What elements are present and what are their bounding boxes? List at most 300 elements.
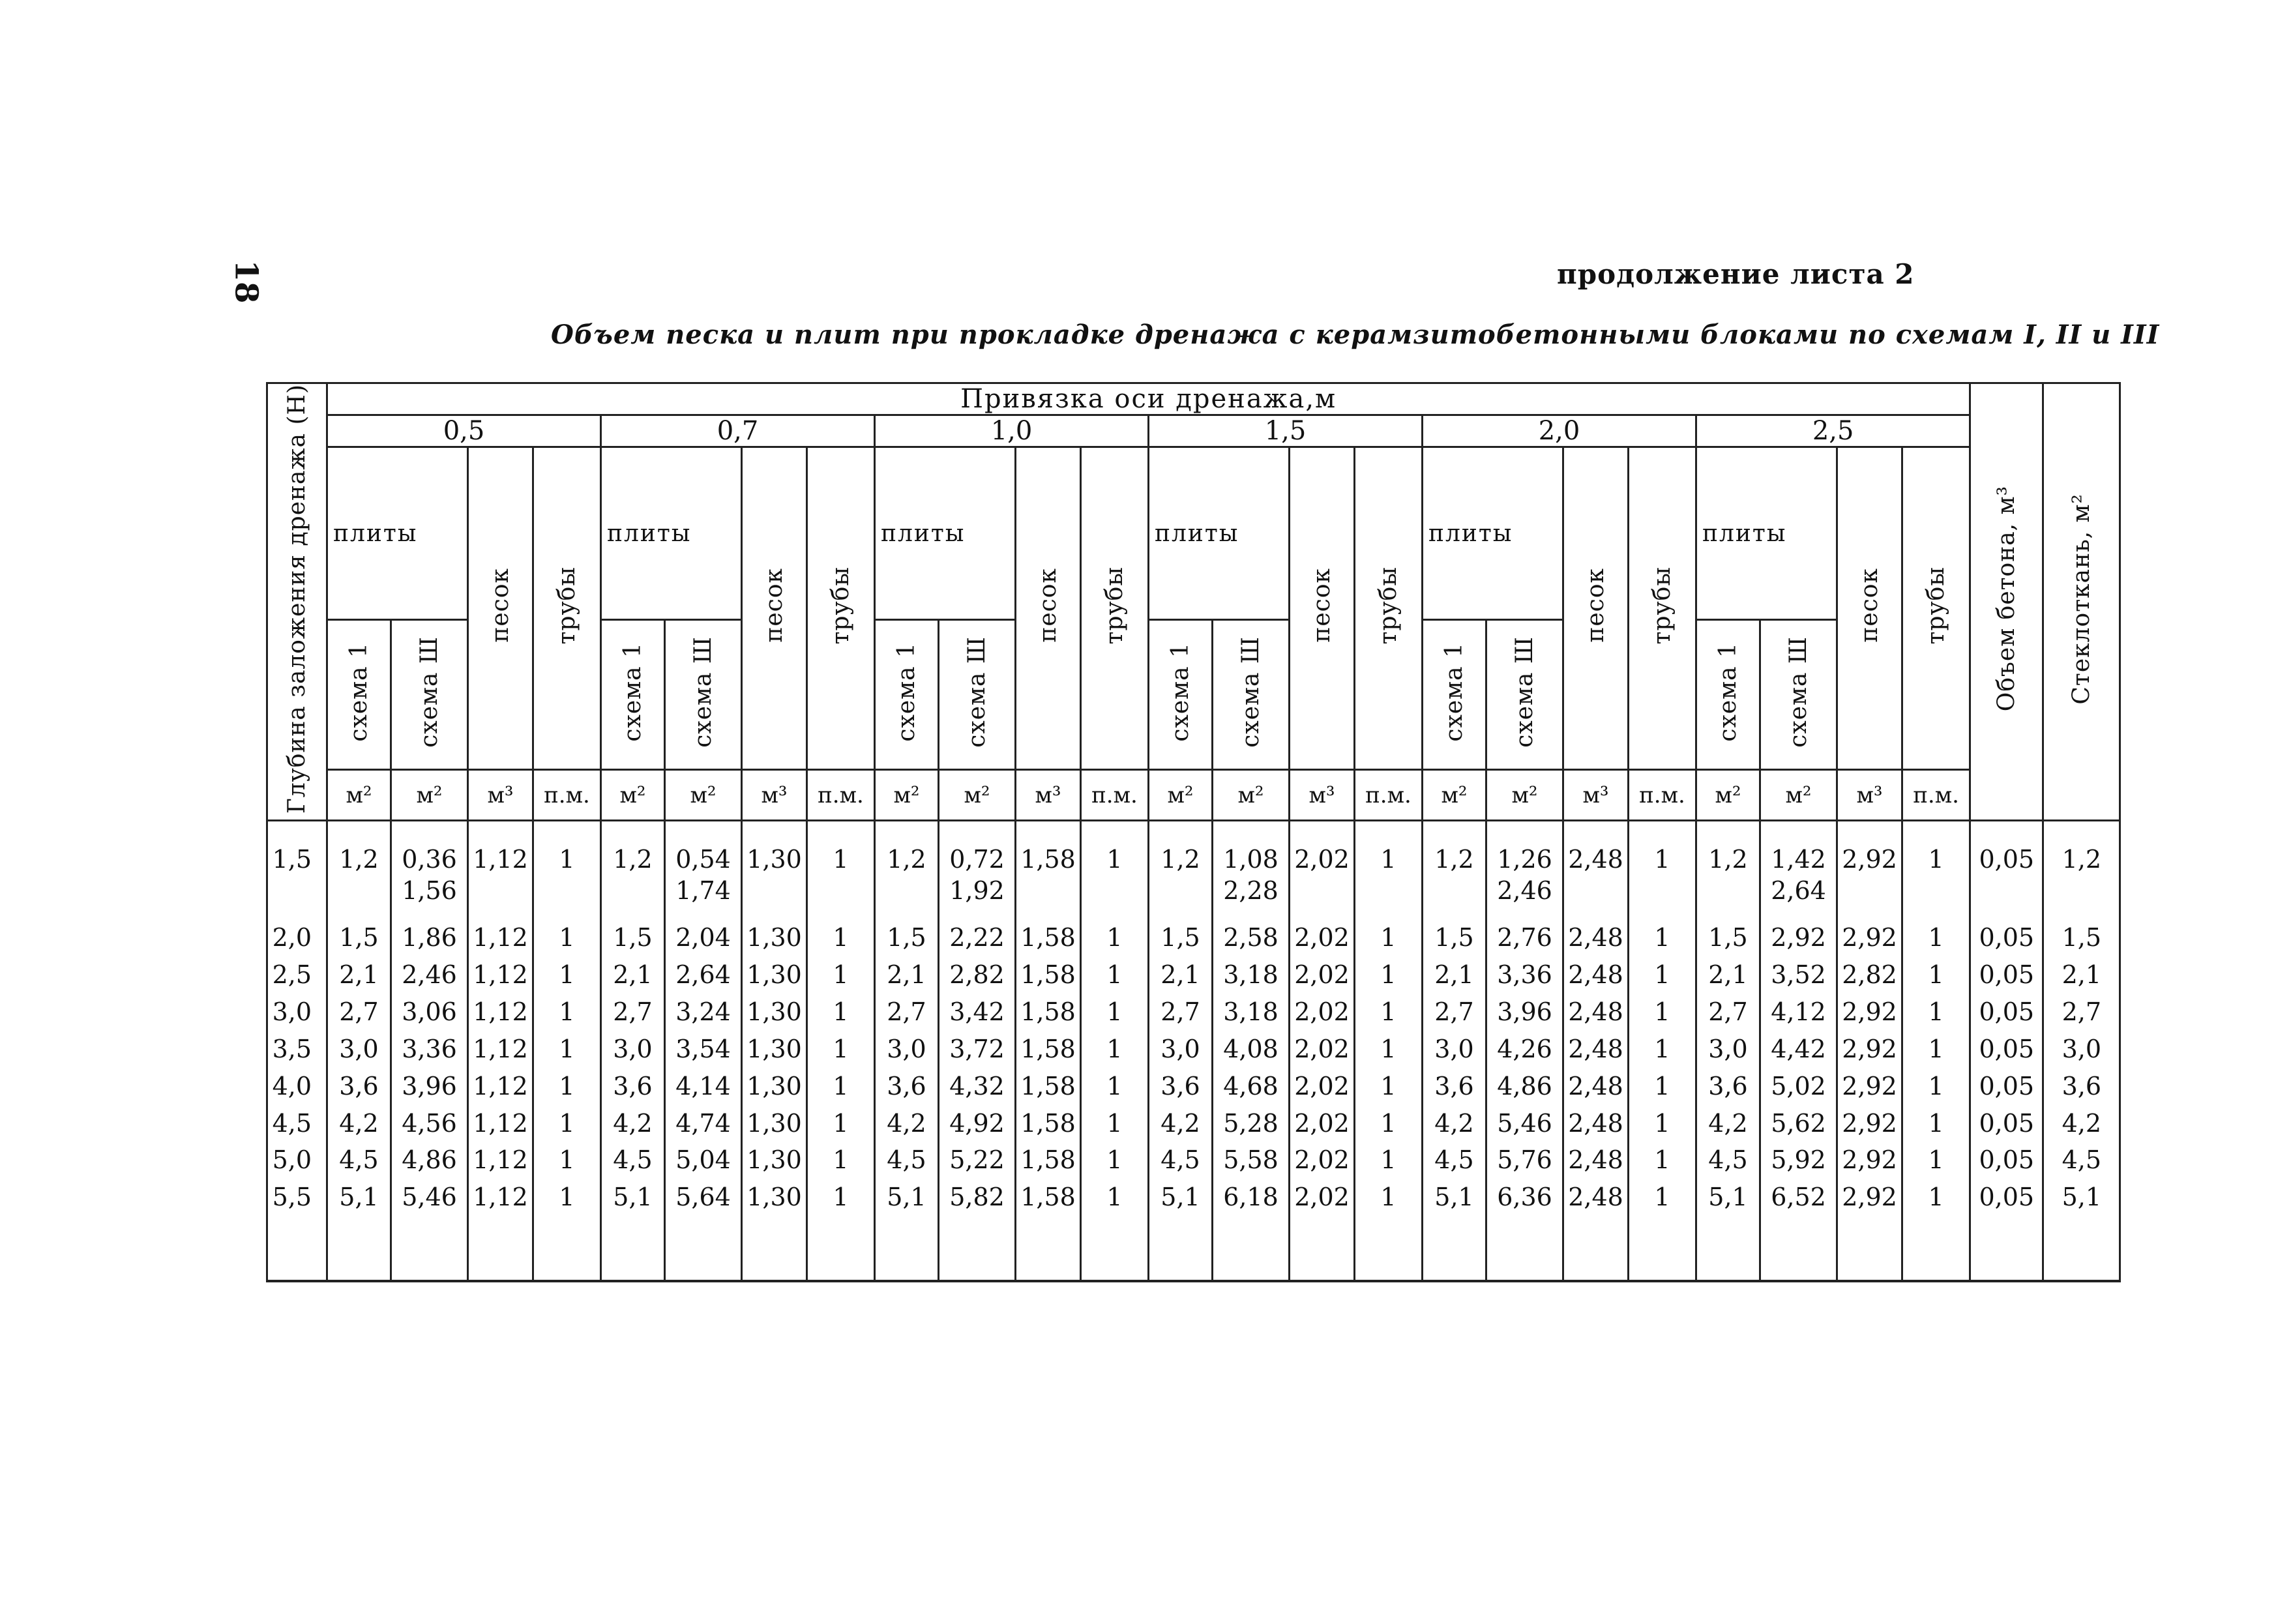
unit-label: п.м. (807, 770, 875, 821)
cell-value: 1,12 (473, 1071, 528, 1100)
value-cell (391, 1033, 468, 1070)
concrete-cell: 0,05 (1970, 1033, 2043, 1070)
table-row (267, 959, 2120, 996)
value-cell (1423, 996, 1486, 1033)
pipes-header (1902, 447, 1970, 770)
cell-value: 0,72 (949, 845, 1005, 874)
value-cell (1016, 1070, 1081, 1108)
cell-value: 1 (559, 960, 575, 990)
cell-value: 5,46 (1497, 1108, 1552, 1138)
sand-header (1837, 447, 1902, 770)
cell-value: 5,1 (339, 1183, 379, 1212)
cell-value: 1 (1928, 845, 1944, 874)
scheme3-header-label: схема Ш (690, 636, 717, 748)
value-cell (742, 922, 807, 959)
value-cell (1696, 821, 1760, 923)
cell-value: 4,5 (1708, 1145, 1748, 1175)
value-cell (1760, 821, 1837, 923)
value-cell (1423, 1070, 1486, 1108)
filler-cell (875, 1218, 939, 1281)
filler-cell (533, 1218, 601, 1281)
concrete-cell: 0,05 (1970, 1108, 2043, 1145)
cell-value: 1 (1106, 960, 1123, 990)
value-cell (601, 821, 665, 923)
value-cell (1213, 1033, 1290, 1070)
cell-value: 1 (1380, 845, 1397, 874)
depth-cell: 5,0 (267, 1144, 327, 1181)
cell-value: 1,12 (473, 960, 528, 990)
cell-value: 3,0 (1708, 1034, 1748, 1063)
filler-cell (1696, 1218, 1760, 1281)
cell-value: 3,06 (402, 997, 457, 1027)
cell-value: 2,48 (1568, 1145, 1623, 1175)
value-cell (1486, 1181, 1563, 1218)
cell-value: 2,92 (1771, 923, 1826, 952)
cell-value: 6,18 (1223, 1183, 1279, 1212)
cell-value: 2,76 (1497, 923, 1552, 952)
cell-value: 4,08 (1223, 1034, 1279, 1063)
cell-value: 1 (1106, 1071, 1123, 1100)
value-cell (1486, 821, 1563, 923)
value-cell (1696, 996, 1760, 1033)
unit-label: м² (327, 770, 391, 821)
value-cell (742, 959, 807, 996)
value-cell (1563, 1033, 1629, 1070)
value-cell (1563, 996, 1629, 1033)
value-cell (1290, 959, 1355, 996)
value-cell (939, 1108, 1016, 1145)
cell-value: 1 (1106, 1108, 1123, 1138)
unit-label: м³ (1837, 770, 1902, 821)
value-cell (1563, 1108, 1629, 1145)
scheme3-header (1486, 620, 1563, 770)
cell-value: 1,30 (746, 960, 802, 990)
cell-value: 2,92 (1842, 1108, 1897, 1138)
filler-cell (1290, 1218, 1355, 1281)
value-cell (1290, 821, 1355, 923)
cell-value: 1 (1654, 845, 1670, 874)
value-cell (742, 1144, 807, 1181)
value-cell (601, 1070, 665, 1108)
value-cell (1902, 1108, 1970, 1145)
cell-value: 1,58 (1020, 1183, 1076, 1212)
value-cell (1629, 959, 1696, 996)
cell-value: 2,1 (1434, 960, 1474, 990)
cell-value: 1,08 (1223, 845, 1279, 874)
value-cell (875, 1108, 939, 1145)
value-cell (1355, 922, 1423, 959)
cell-value: 1 (1928, 1108, 1944, 1138)
value-cell (533, 922, 601, 959)
value-cell (533, 1070, 601, 1108)
cell-value: 1,12 (473, 1034, 528, 1063)
cell-value: 2,7 (1434, 997, 1474, 1027)
cell-value: 2,92 (1842, 845, 1897, 874)
plates-header: плиты (1149, 447, 1290, 620)
cell-value: 1 (1380, 1183, 1397, 1212)
cell-value: 4,5 (339, 1145, 379, 1175)
cell-value: 2,02 (1294, 997, 1350, 1027)
value-cell (665, 959, 742, 996)
cell-value: 1,12 (473, 997, 528, 1027)
value-cell (875, 922, 939, 959)
cell-value: 1,5 (613, 923, 653, 952)
cell-value: 5,1 (613, 1183, 653, 1212)
value-cell (875, 996, 939, 1033)
value-cell (1760, 996, 1837, 1033)
fiberglass-cell: 1,2 (2043, 821, 2120, 923)
value-cell (1837, 922, 1902, 959)
value-cell (327, 922, 391, 959)
scheme1-header (1423, 620, 1486, 770)
cell-value: 4,14 (675, 1071, 731, 1100)
value-cell (1423, 1033, 1486, 1070)
cell-value: 4,92 (949, 1108, 1005, 1138)
value-cell (1355, 1033, 1423, 1070)
value-cell (1290, 1108, 1355, 1145)
cell-value: 2,48 (1568, 923, 1623, 952)
cell-value: 1 (1654, 960, 1670, 990)
value-cell (742, 1070, 807, 1108)
table-row (267, 1144, 2120, 1181)
cell-value: 1,2 (339, 845, 379, 874)
pipes-header (1081, 447, 1149, 770)
cell-value: 1 (559, 845, 575, 874)
cell-value: 2,7 (1708, 997, 1748, 1027)
value-cell (1486, 1070, 1563, 1108)
scheme3-header (1760, 620, 1837, 770)
cell-value: 1 (1928, 923, 1944, 952)
filler-cell (1355, 1218, 1423, 1281)
filler-cell (601, 1218, 665, 1281)
unit-label: м² (601, 770, 665, 821)
concrete-cell: 0,05 (1970, 1181, 2043, 1218)
value-cell (1696, 1181, 1760, 1218)
scheme3-header-label: схема Ш (1511, 636, 1538, 748)
value-cell (1902, 1070, 1970, 1108)
cell-value: 1 (1380, 1071, 1397, 1100)
pipes-header-label: трубы (827, 566, 854, 645)
value-cell (807, 1144, 875, 1181)
fiberglass-cell: 4,2 (2043, 1108, 2120, 1145)
value-cell (1760, 1144, 1837, 1181)
value-cell (1355, 1181, 1423, 1218)
cell-value: 1,5 (339, 923, 379, 952)
value-cell (1149, 1033, 1213, 1070)
cell-value: 1,30 (746, 1034, 802, 1063)
cell-value: 5,1 (887, 1183, 926, 1212)
cell-value: 1,58 (1020, 1145, 1076, 1175)
pipes-header-label: трубы (554, 566, 580, 645)
cell-value: 1,12 (473, 1183, 528, 1212)
continuation-label: продолжение листа 2 (1557, 258, 1915, 290)
cell-value: 2,7 (339, 997, 379, 1027)
unit-label: м³ (468, 770, 533, 821)
header-row-units (267, 770, 2120, 821)
value-cell (742, 821, 807, 923)
scheme1-header-label: схема 1 (1715, 642, 1741, 742)
filler-cell (391, 1218, 468, 1281)
value-cell (665, 1070, 742, 1108)
cell-value: 1 (1928, 1071, 1944, 1100)
value-cell (1290, 1070, 1355, 1108)
fiberglass-cell: 1,5 (2043, 922, 2120, 959)
unit-label: м² (1760, 770, 1837, 821)
value-cell (1016, 1144, 1081, 1181)
value-cell (1902, 821, 1970, 923)
value-cell (1423, 1181, 1486, 1218)
cell-value: 1,42 (1771, 845, 1826, 874)
value-cell (1149, 1108, 1213, 1145)
cell-value: 4,2 (887, 1108, 926, 1138)
value-cell (1629, 1070, 1696, 1108)
table-row (267, 996, 2120, 1033)
filler-cell (1423, 1218, 1486, 1281)
value-cell (1486, 922, 1563, 959)
cell-value: 2,1 (339, 960, 379, 990)
value-cell (327, 1108, 391, 1145)
cell-value: 2,92 (1842, 1071, 1897, 1100)
value-cell (327, 1033, 391, 1070)
value-cell (1213, 821, 1290, 923)
cell-value: 2,64 (675, 960, 731, 990)
table-row (267, 821, 2120, 923)
depth-cell: 4,0 (267, 1070, 327, 1108)
sand-header-label: песок (1035, 568, 1061, 643)
fiberglass-header (2043, 383, 2120, 821)
value-cell (1837, 1070, 1902, 1108)
cell-value: 3,0 (1434, 1034, 1474, 1063)
cell-value: 2,02 (1294, 923, 1350, 952)
header-row-offsets (267, 415, 2120, 447)
cell-value: 1 (1380, 997, 1397, 1027)
scheme1-header-label: схема 1 (1441, 642, 1468, 742)
concrete-header-label: Объем бетона, м³ (1993, 486, 2020, 712)
cell-value: 2,02 (1294, 1034, 1350, 1063)
cell-value: 5,76 (1497, 1145, 1552, 1175)
value-cell (742, 1108, 807, 1145)
value-cell (533, 1033, 601, 1070)
offset-group-header: Привязка оси дренажа,м (327, 383, 1970, 415)
value-cell (807, 1033, 875, 1070)
cell-value: 5,22 (949, 1145, 1005, 1175)
cell-value: 4,86 (1497, 1071, 1552, 1100)
value-cell (875, 1144, 939, 1181)
value-cell (1486, 996, 1563, 1033)
value-cell (601, 1181, 665, 1218)
sand-header-label: песок (761, 568, 788, 643)
unit-label: м² (875, 770, 939, 821)
value-cell (1563, 1144, 1629, 1181)
cell-value: 2,48 (1568, 960, 1623, 990)
value-cell (1837, 821, 1902, 923)
cell-value: 1 (559, 1145, 575, 1175)
cell-value: 4,68 (1223, 1071, 1279, 1100)
filler-cell (1213, 1218, 1290, 1281)
value-cell (327, 1181, 391, 1218)
concrete-cell: 0,05 (1970, 996, 2043, 1033)
concrete-cell: 0,05 (1970, 1144, 2043, 1181)
value-cell (742, 1033, 807, 1070)
value-cell (327, 996, 391, 1033)
cell-value: 2,48 (1568, 1071, 1623, 1100)
value-cell (1563, 959, 1629, 996)
value-cell (807, 922, 875, 959)
value-cell (1629, 1108, 1696, 1145)
filler-cell (1563, 1218, 1629, 1281)
scheme3-header (391, 620, 468, 770)
unit-label: м² (665, 770, 742, 821)
cell-value: 4,32 (949, 1071, 1005, 1100)
cell-value: 3,52 (1771, 960, 1826, 990)
scheme1-header-label: схема 1 (619, 642, 646, 742)
value-cell (391, 922, 468, 959)
value-cell (1149, 1070, 1213, 1108)
value-cell (1081, 1181, 1149, 1218)
cell-value: 3,36 (402, 1034, 457, 1063)
cell-value: 2,04 (675, 923, 731, 952)
value-cell (939, 959, 1016, 996)
cell-value: 1 (1928, 1034, 1944, 1063)
sand-header-label: песок (487, 568, 514, 643)
value-cell (1213, 1070, 1290, 1108)
filler-cell (1970, 1218, 2043, 1281)
scheme3-header-label: схема Ш (1785, 636, 1812, 748)
cell-value: 1 (559, 1034, 575, 1063)
value-cell (1149, 821, 1213, 923)
fiberglass-cell: 4,5 (2043, 1144, 2120, 1181)
unit-label: м² (1149, 770, 1213, 821)
value-cell (327, 959, 391, 996)
cell-value: 4,5 (887, 1145, 926, 1175)
scheme1-header (1696, 620, 1760, 770)
cell-value: 1 (1380, 960, 1397, 990)
cell-value: 1 (1106, 1034, 1123, 1063)
value-cell (1486, 1144, 1563, 1181)
depth-cell: 3,0 (267, 996, 327, 1033)
cell-value: 1 (1106, 1145, 1123, 1175)
cell-value: 3,18 (1223, 960, 1279, 990)
cell-value: 1 (559, 923, 575, 952)
value-cell (1016, 821, 1081, 923)
value-cell (468, 1181, 533, 1218)
cell-value: 1 (1106, 997, 1123, 1027)
cell-value: 1,30 (746, 923, 802, 952)
value-cell (1486, 1108, 1563, 1145)
filler-cell (742, 1218, 807, 1281)
pipes-header-label: трубы (1375, 566, 1402, 645)
value-cell (1760, 1033, 1837, 1070)
scheme1-header (601, 620, 665, 770)
value-cell (1696, 1070, 1760, 1108)
value-cell (1629, 922, 1696, 959)
cell-value: 1,30 (746, 1183, 802, 1212)
cell-value: 2,64 (1771, 876, 1826, 906)
cell-value: 1 (1654, 1034, 1670, 1063)
depth-cell: 2,5 (267, 959, 327, 996)
cell-value: 2,92 (1842, 997, 1897, 1027)
value-cell (1760, 1108, 1837, 1145)
value-cell (1016, 1181, 1081, 1218)
unit-label: м² (939, 770, 1016, 821)
value-cell (665, 1144, 742, 1181)
fiberglass-header-label: Стеклоткань, м² (2068, 493, 2095, 705)
drainage-table (266, 382, 2121, 1282)
cell-value: 1 (1106, 845, 1123, 874)
cell-value: 1 (1654, 1071, 1670, 1100)
cell-value: 2,46 (1497, 876, 1552, 906)
value-cell (468, 1108, 533, 1145)
cell-value: 4,5 (1434, 1145, 1474, 1175)
table-row (267, 1033, 2120, 1070)
cell-value: 2,82 (1842, 960, 1897, 990)
cell-value: 4,42 (1771, 1034, 1826, 1063)
value-cell (665, 996, 742, 1033)
cell-value: 1,12 (473, 1108, 528, 1138)
value-cell (742, 996, 807, 1033)
cell-value: 3,0 (887, 1034, 926, 1063)
cell-value: 0,36 (402, 845, 457, 874)
value-cell (601, 1033, 665, 1070)
cell-value: 1,2 (887, 845, 926, 874)
cell-value: 1 (833, 1145, 849, 1175)
cell-value: 5,1 (1434, 1183, 1474, 1212)
pipes-header-label: трубы (1923, 566, 1950, 645)
cell-value: 0,54 (675, 845, 731, 874)
sand-header-label: песок (1308, 568, 1335, 643)
value-cell (665, 821, 742, 923)
cell-value: 1,58 (1020, 960, 1076, 990)
value-cell (601, 959, 665, 996)
cell-value: 1,30 (746, 845, 802, 874)
filler-cell (1486, 1218, 1563, 1281)
value-cell (1563, 821, 1629, 923)
value-cell (391, 821, 468, 923)
cell-value: 2,92 (1842, 1034, 1897, 1063)
value-cell (1213, 1144, 1290, 1181)
value-cell (807, 959, 875, 996)
value-cell (1629, 1181, 1696, 1218)
value-cell (533, 959, 601, 996)
value-cell (1290, 922, 1355, 959)
cell-value: 2,1 (887, 960, 926, 990)
sand-header-label: песок (1856, 568, 1883, 643)
cell-value: 2,48 (1568, 1108, 1623, 1138)
pipes-header (1629, 447, 1696, 770)
value-cell (1629, 996, 1696, 1033)
cell-value: 3,0 (613, 1034, 653, 1063)
cell-value: 1,5 (1708, 923, 1748, 952)
value-cell (1149, 996, 1213, 1033)
scheme3-header-label: схема Ш (1237, 636, 1264, 748)
cell-value: 3,24 (675, 997, 731, 1027)
unit-label: м² (1486, 770, 1563, 821)
cell-value: 2,22 (949, 923, 1005, 952)
table-row (267, 1108, 2120, 1145)
value-cell (1016, 922, 1081, 959)
offset-header: 1,5 (1149, 415, 1423, 447)
value-cell (875, 1070, 939, 1108)
sand-header (1563, 447, 1629, 770)
cell-value: 5,46 (402, 1183, 457, 1212)
cell-value: 3,96 (1497, 997, 1552, 1027)
cell-value: 1 (559, 1108, 575, 1138)
cell-value: 5,62 (1771, 1108, 1826, 1138)
depth-header (267, 383, 327, 821)
scheme3-header (939, 620, 1016, 770)
filler-cell (1149, 1218, 1213, 1281)
cell-value: 4,2 (613, 1108, 653, 1138)
